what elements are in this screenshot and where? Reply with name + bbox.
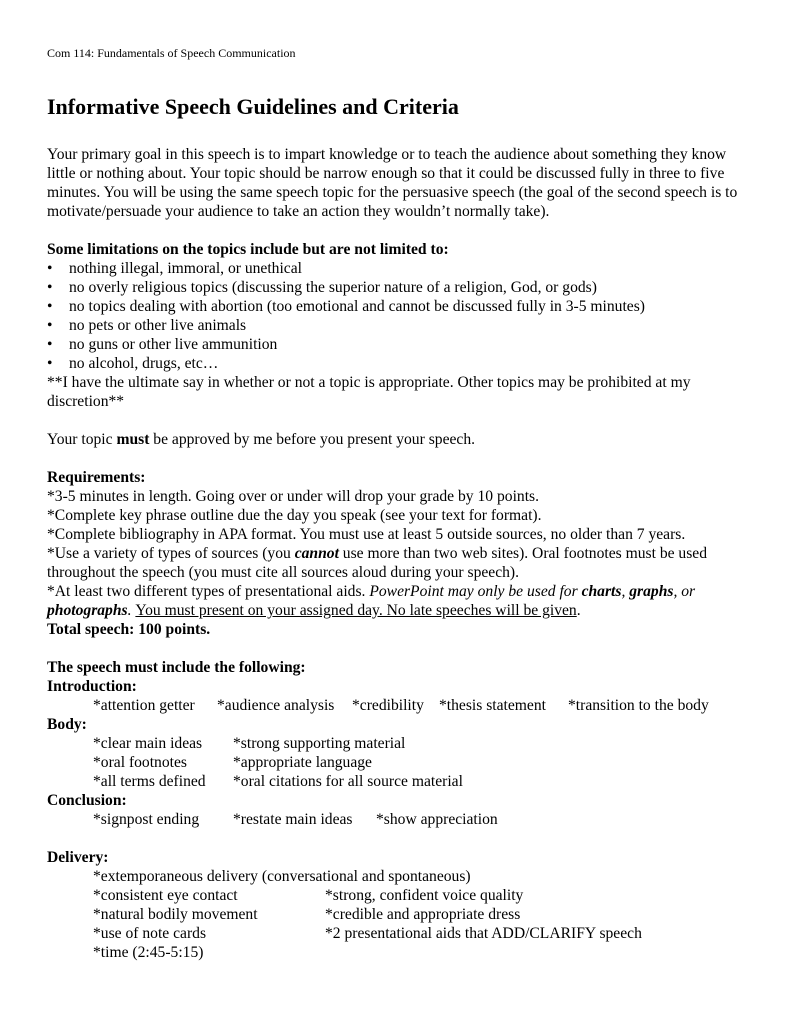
delivery-row: [47, 924, 747, 943]
list-item: *attention getter: [93, 697, 195, 714]
delivery-label: Delivery:: [47, 849, 109, 866]
list-item: *audience analysis: [217, 697, 335, 714]
body-row: [47, 734, 747, 753]
approval-note: Your topic must be approved by me before you present your speech.: [47, 431, 476, 448]
list-item: *signpost ending: [93, 811, 200, 828]
list-item: • no topics dealing with abortion (too emotional and cannot be discussed fully in 3-5 minutes): [47, 297, 747, 316]
list-item: *natural bodily movement: [93, 906, 258, 923]
body-label: Body:: [47, 716, 87, 733]
requirement-aids: *At least two different types of presentational aids. PowerPoint may only be used for charts, graphs, or photographs. You must present on your assigned day. No late speeches will be given.: [47, 583, 696, 619]
requirement-bibliography: *Complete bibliography in APA format. You must use at least 5 outside sources, no older than 7 years.: [47, 526, 686, 543]
body-row: [47, 772, 747, 791]
list-item: *oral citations for all source material: [233, 773, 463, 790]
requirement-length: *3-5 minutes in length. Going over or under will drop your grade by 10 points.: [47, 488, 539, 505]
page-title: Informative Speech Guidelines and Criteria: [47, 94, 459, 119]
list-item: • no overly religious topics (discussing the superior nature of a religion, God, or gods): [47, 278, 747, 297]
course-header: Com 114: Fundamentals of Speech Communication: [47, 46, 296, 60]
list-item: *all terms defined: [93, 773, 206, 790]
list-item: *credible and appropriate dress: [325, 906, 521, 923]
list-item: *use of note cards: [93, 925, 207, 942]
list-item: *appropriate language: [233, 754, 372, 771]
include-heading: The speech must include the following:: [47, 659, 306, 676]
body-row: [47, 753, 747, 772]
list-item: • no pets or other live animals: [47, 316, 747, 335]
intro-paragraph: Your primary goal in this speech is to impart knowledge or to teach the audience about something they know little or nothing about. Your topic should be narrow enough so that it could be discussed fully in three to five minutes. You will be using the same speech topic for the persuasive speech (the goal of the second speech is to motivate/persuade your audience to take an action they wouldn’t normally take).: [47, 146, 738, 220]
document-body: [47, 145, 747, 962]
conclusion-label: Conclusion:: [47, 792, 127, 809]
list-item: *restate main ideas: [233, 811, 353, 828]
introduction-label: Introduction:: [47, 678, 137, 695]
list-item: *thesis statement: [439, 697, 546, 714]
delivery-time: *time (2:45-5:15): [93, 944, 204, 961]
delivery-row: [47, 886, 747, 905]
requirements-heading: Requirements:: [47, 469, 146, 486]
list-item: • nothing illegal, immoral, or unethical: [47, 259, 747, 278]
introduction-items: [47, 696, 747, 715]
list-item: *strong supporting material: [233, 735, 406, 752]
list-item: *show appreciation: [376, 811, 498, 828]
list-item: *transition to the body: [568, 697, 709, 714]
list-item: *clear main ideas: [93, 735, 203, 752]
list-item: • no guns or other live ammunition: [47, 335, 747, 354]
limitations-heading: Some limitations on the topics include but are not limited to:: [47, 241, 449, 258]
list-item: *2 presentational aids that ADD/CLARIFY speech: [325, 925, 642, 942]
list-item: *credibility: [352, 697, 424, 714]
requirement-outline: *Complete key phrase outline due the day you speak (see your text for format).: [47, 507, 542, 524]
list-item: *consistent eye contact: [93, 887, 238, 904]
requirement-sources: *Use a variety of types of sources (you cannot use more than two web sites). Oral footnotes must be used throughout the speech (you must cite all sources aloud during your speech).: [47, 545, 708, 581]
list-item: *oral footnotes: [93, 754, 187, 771]
conclusion-items: [47, 810, 747, 829]
discretion-note: **I have the ultimate say in whether or not a topic is appropriate. Other topics may be prohibited at my discretion**: [47, 374, 691, 410]
delivery-extemporaneous: *extemporaneous delivery (conversational and spontaneous): [93, 868, 471, 885]
delivery-row: [47, 905, 747, 924]
list-item: • no alcohol, drugs, etc…: [47, 354, 747, 373]
total-points: Total speech: 100 points.: [47, 621, 211, 638]
list-item: *strong, confident voice quality: [325, 887, 524, 904]
limitations-list: [47, 259, 747, 373]
